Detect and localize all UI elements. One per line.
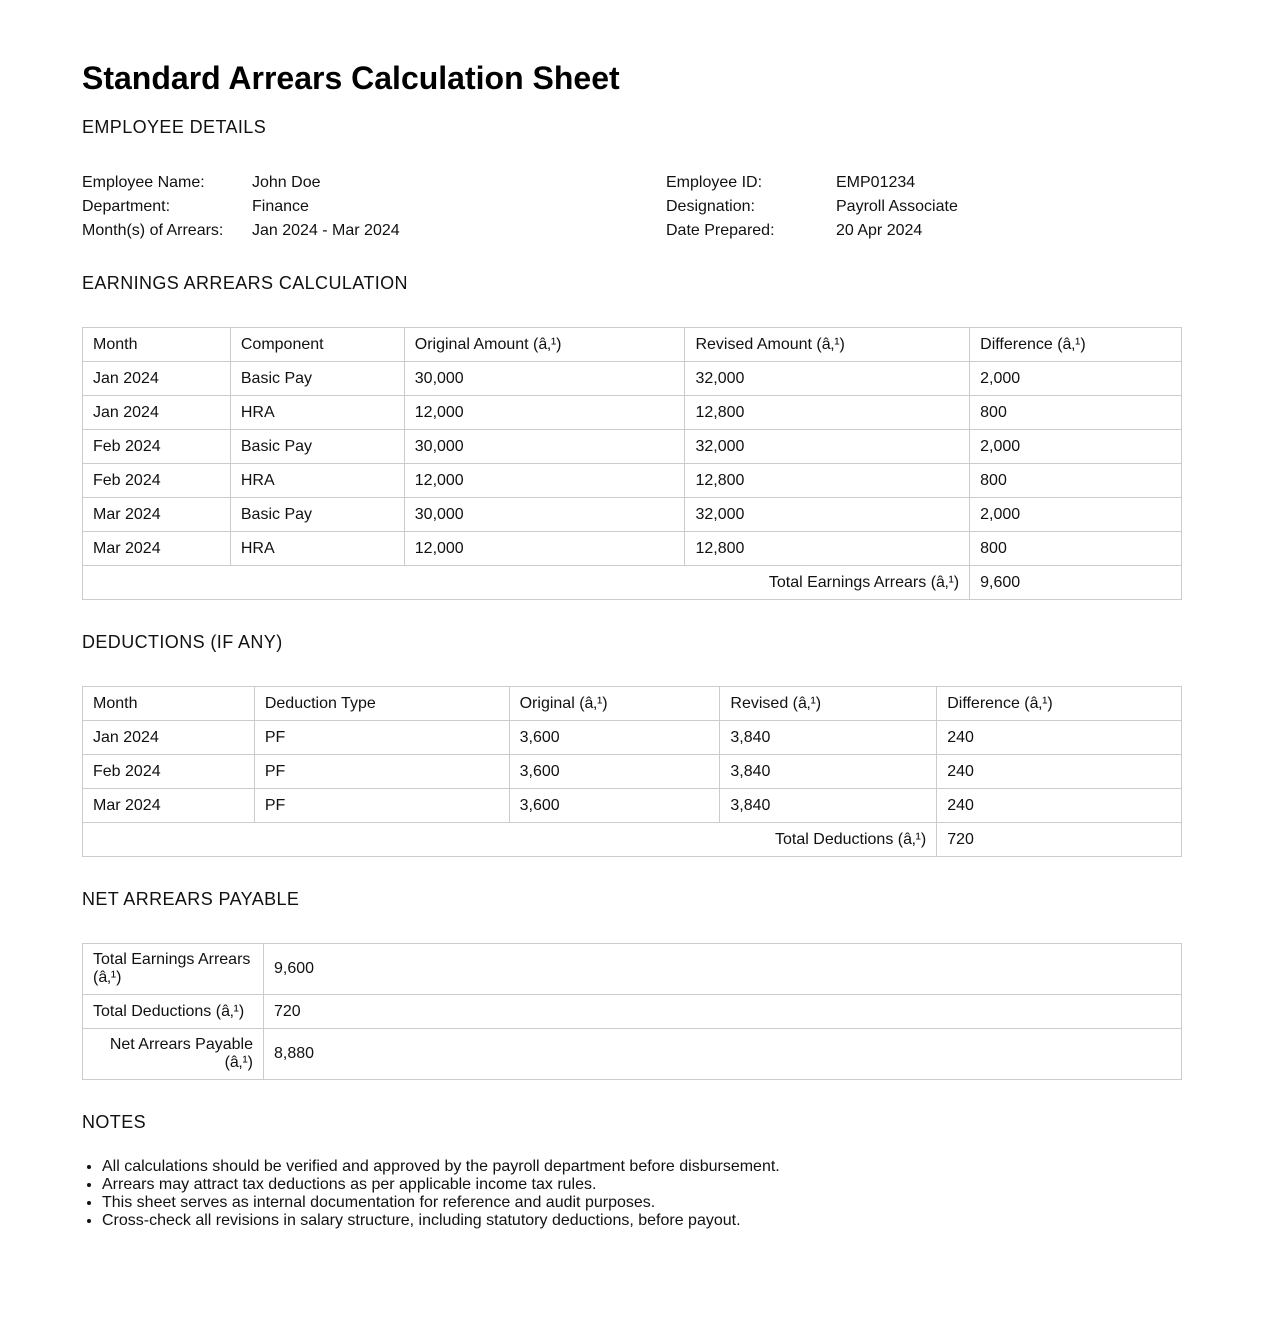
table-cell: 240: [937, 755, 1182, 789]
table-row: [83, 755, 1182, 789]
net-total-deductions-label: Total Deductions (â‚¹): [83, 995, 264, 1029]
employee-details-heading: EMPLOYEE DETAILS: [82, 117, 267, 137]
net-arrears-payable-label: Net Arrears Payable (â‚¹): [83, 1029, 264, 1080]
table-cell: Mar 2024: [83, 789, 255, 823]
employee-id-label: Employee ID:: [666, 174, 763, 191]
notes-list: [82, 1158, 1182, 1230]
total-earnings-value: 9,600: [970, 566, 1182, 600]
total-deductions-label: Total Deductions (â‚¹): [83, 823, 937, 857]
table-cell: 30,000: [404, 362, 685, 396]
net-arrears-heading: NET ARREARS PAYABLE: [82, 889, 300, 909]
header-cell: Component: [230, 328, 404, 362]
table-cell: Mar 2024: [83, 498, 231, 532]
table-row: [83, 498, 1182, 532]
table-cell: 800: [970, 464, 1182, 498]
table-cell: 800: [970, 532, 1182, 566]
department-label: Department:: [82, 198, 171, 215]
header-cell: Difference (â‚¹): [970, 328, 1182, 362]
arrears-sheet: [82, 0, 1182, 1230]
table-cell: Jan 2024: [83, 362, 231, 396]
table-cell: Basic Pay: [230, 430, 404, 464]
table-cell: Basic Pay: [230, 362, 404, 396]
header-cell: Difference (â‚¹): [937, 687, 1182, 721]
table-header-row: [83, 328, 1182, 362]
table-cell: Feb 2024: [83, 430, 231, 464]
employee-name-label: Employee Name:: [82, 174, 205, 191]
table-cell: Mar 2024: [83, 532, 231, 566]
table-cell: 30,000: [404, 430, 685, 464]
list-item: • This sheet serves as internal documentation for reference and audit purposes.: [102, 1194, 1182, 1212]
table-cell: 3,600: [509, 789, 720, 823]
deductions-heading: DEDUCTIONS (IF ANY): [82, 632, 283, 652]
table-cell: 3,600: [509, 755, 720, 789]
header-cell: Month: [83, 687, 255, 721]
deductions-table: [82, 686, 1182, 857]
table-cell: 12,800: [685, 464, 970, 498]
net-total-earnings-value: 9,600: [264, 944, 1182, 995]
table-cell: 12,000: [404, 464, 685, 498]
list-item: • Cross-check all revisions in salary structure, including statutory deductions, before payout.: [102, 1212, 1182, 1230]
table-cell: PF: [254, 789, 509, 823]
net-arrears-payable-value: 8,880: [264, 1029, 1182, 1080]
header-cell: Revised (â‚¹): [720, 687, 937, 721]
table-row: [83, 944, 1182, 995]
designation-label: Designation:: [666, 198, 755, 215]
table-row: [83, 995, 1182, 1029]
table-row: [83, 464, 1182, 498]
table-cell: HRA: [230, 532, 404, 566]
date-prepared-label: Date Prepared:: [666, 222, 775, 239]
table-cell: 30,000: [404, 498, 685, 532]
total-deductions-value: 720: [937, 823, 1182, 857]
table-cell: Jan 2024: [83, 721, 255, 755]
net-total-earnings-label: Total Earnings Arrears (â‚¹): [83, 944, 264, 995]
table-header-row: [83, 687, 1182, 721]
header-cell: Original (â‚¹): [509, 687, 720, 721]
page-title: Standard Arrears Calculation Sheet: [82, 60, 620, 96]
table-cell: 3,600: [509, 721, 720, 755]
employee-id-value: EMP01234: [836, 174, 916, 191]
table-cell: 12,000: [404, 532, 685, 566]
table-cell: 2,000: [970, 362, 1182, 396]
list-item: • Arrears may attract tax deductions as per applicable income tax rules.: [102, 1176, 1182, 1194]
header-cell: Original Amount (â‚¹): [404, 328, 685, 362]
table-cell: 12,800: [685, 532, 970, 566]
designation-value: Payroll Associate: [836, 198, 958, 215]
table-cell: 2,000: [970, 498, 1182, 532]
table-row: [83, 532, 1182, 566]
table-cell: HRA: [230, 396, 404, 430]
earnings-heading: EARNINGS ARREARS CALCULATION: [82, 273, 408, 293]
earnings-table: [82, 327, 1182, 600]
net-arrears-table: [82, 943, 1182, 1080]
table-cell: 12,000: [404, 396, 685, 430]
arrears-months-label: Month(s) of Arrears:: [82, 222, 224, 239]
table-cell: 3,840: [720, 721, 937, 755]
table-row: [83, 396, 1182, 430]
table-cell: 800: [970, 396, 1182, 430]
table-cell: 2,000: [970, 430, 1182, 464]
header-cell: Month: [83, 328, 231, 362]
table-row: [83, 430, 1182, 464]
list-item: • All calculations should be verified and approved by the payroll department before disbursement.: [102, 1158, 1182, 1176]
total-row: [83, 566, 1182, 600]
table-row: [83, 789, 1182, 823]
employee-details: [82, 173, 1182, 241]
table-row: [83, 1029, 1182, 1080]
net-total-deductions-value: 720: [264, 995, 1182, 1029]
table-cell: Feb 2024: [83, 464, 231, 498]
table-cell: HRA: [230, 464, 404, 498]
table-row: [83, 362, 1182, 396]
total-row: [83, 823, 1182, 857]
table-cell: 240: [937, 789, 1182, 823]
total-earnings-label: Total Earnings Arrears (â‚¹): [83, 566, 970, 600]
header-cell: Revised Amount (â‚¹): [685, 328, 970, 362]
table-cell: Jan 2024: [83, 396, 231, 430]
table-cell: 240: [937, 721, 1182, 755]
table-cell: PF: [254, 755, 509, 789]
date-prepared-value: 20 Apr 2024: [836, 222, 923, 239]
table-cell: Basic Pay: [230, 498, 404, 532]
table-cell: PF: [254, 721, 509, 755]
table-cell: 32,000: [685, 430, 970, 464]
table-cell: Feb 2024: [83, 755, 255, 789]
table-cell: 3,840: [720, 755, 937, 789]
arrears-months-value: Jan 2024 - Mar 2024: [252, 222, 400, 239]
department-value: Finance: [252, 198, 309, 215]
table-cell: 32,000: [685, 362, 970, 396]
table-cell: 32,000: [685, 498, 970, 532]
table-cell: 3,840: [720, 789, 937, 823]
table-row: [83, 721, 1182, 755]
table-cell: 12,800: [685, 396, 970, 430]
notes-heading: NOTES: [82, 1112, 147, 1132]
header-cell: Deduction Type: [254, 687, 509, 721]
employee-name-value: John Doe: [252, 174, 321, 191]
